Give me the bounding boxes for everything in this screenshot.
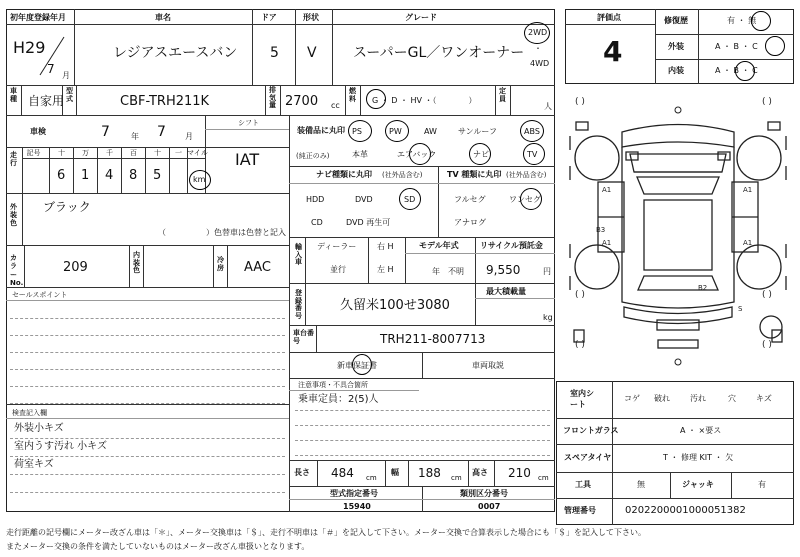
exterior-circle [765, 36, 785, 56]
equipment-item: エアバック [397, 150, 437, 159]
spare-tire-value: T ・ 修理 KIT ・ 欠 [663, 453, 734, 462]
import-left-h: 左 H [377, 265, 394, 274]
svg-text:( ): ( ) [575, 290, 585, 300]
mileage-col-divider [145, 147, 146, 193]
inspector-line-3: 荷室キズ [14, 459, 54, 470]
length-value: 484 [331, 466, 354, 480]
interior-seat-option: 穴 [728, 394, 736, 403]
mileage-col-divider [49, 147, 50, 193]
interior-seat-label: 室内シート [570, 389, 594, 409]
interior-label: 内装 [668, 66, 684, 75]
first-reg-label: 初年度登録年月 [10, 13, 66, 22]
windshield-value: A ・ ×要ス [680, 426, 722, 435]
mileage-col-divider [97, 147, 98, 193]
damage-b3: B3 [596, 226, 606, 234]
notice-text: 乗車定員：2(5)人 [298, 394, 379, 405]
fuel-options: G ・ D ・ HV ・（ ） [372, 96, 477, 105]
inspection-year-unit: 年 [131, 132, 139, 141]
damage-a1-right: A1 [743, 186, 753, 194]
import-right-h: 右 H [377, 242, 394, 251]
tv-oneseg-circle [520, 188, 542, 210]
class-no-label: 類別区分番号 [460, 489, 508, 498]
model-name-label: 車名 [155, 13, 171, 22]
interior-seat-option: 破れ [654, 394, 670, 403]
interior-color-label: 内装色 [133, 251, 140, 275]
footnote-line-2: またメーター交換の条件を満たしていないものはメーター改ざん車扱いとなります。 [6, 542, 310, 551]
svg-text:( ): ( ) [762, 340, 772, 350]
nav-item: HDD [306, 195, 325, 204]
length-label: 長さ [294, 468, 310, 477]
mileage-header-cell: 十 [154, 149, 161, 157]
color-note: （ ）色替車は色替と記入 [158, 228, 286, 237]
notice-line [295, 410, 550, 411]
aircon-value: AAC [244, 260, 271, 275]
spare-tire-label: スペアタイヤ [564, 453, 612, 462]
equipment-item: PW [389, 127, 402, 136]
max-load-unit: kg [543, 313, 553, 322]
svg-text:( ): ( ) [575, 340, 585, 350]
tools-value: 無 [637, 480, 645, 489]
inspection-month: 7 [157, 124, 166, 140]
equipment-circle [409, 143, 431, 165]
chassis-value: TRH211-8007713 [380, 332, 486, 346]
type-no-label: 型式指定番号 [330, 489, 378, 498]
aircon-label: 冷房 [217, 256, 224, 272]
equipment-circle [469, 143, 491, 165]
fuel-g-circle [366, 89, 386, 109]
equipment-circle [348, 120, 372, 142]
model-year-label: モデル年式 [419, 241, 459, 250]
mileage-header-cell: 記号 [26, 149, 41, 157]
mileage-col-divider [169, 147, 170, 193]
mileage-digit: 5 [153, 168, 162, 183]
warranty-label: 新車保証書 [337, 361, 377, 370]
tv-item: アナログ [454, 218, 486, 227]
displacement-value: 2700 [285, 94, 319, 109]
exterior-options: A ・ B ・ C [715, 42, 758, 51]
shift-value: IAT [235, 150, 260, 169]
mileage-label: 走行 [10, 151, 17, 167]
mileage-unit-circle [189, 170, 211, 190]
recycle-label: リサイクル預託金 [480, 241, 543, 250]
sales-point-line [10, 352, 285, 353]
displacement-unit: cc [331, 101, 340, 110]
notice-line [295, 440, 550, 441]
equipment-circle [523, 143, 545, 165]
inspector-line-2: 室内うす汚れ 小キズ [14, 441, 107, 452]
color-no-value: 209 [63, 260, 88, 275]
sales-point-label: セールスポイント [12, 291, 68, 299]
height-value: 210 [508, 466, 531, 480]
mileage-header-cell: 一 [175, 149, 182, 157]
equipment-item: ABS [524, 127, 540, 136]
mileage-digit: 1 [81, 168, 90, 183]
capacity-unit: 人 [544, 102, 552, 111]
mileage-unit: km [193, 175, 206, 184]
length-unit: cm [366, 474, 377, 482]
svg-text:( ): ( ) [575, 97, 585, 107]
usage-value: 自家用 [28, 94, 65, 108]
width-label: 幅 [391, 468, 399, 477]
mileage-header-cell: 百 [130, 149, 137, 157]
sales-point-line [10, 318, 285, 319]
interior-options: A ・ B ・ C [715, 66, 758, 75]
nav-item: DVD [355, 195, 373, 204]
tv-item: フルセグ [454, 195, 486, 204]
inspection-label: 車検 [30, 127, 46, 136]
svg-text:( ): ( ) [762, 290, 772, 300]
interior-seat-option: 汚れ [690, 394, 706, 403]
mileage-digit: 4 [105, 168, 114, 183]
tv-item: ワンセグ [509, 195, 541, 204]
damage-s: S [738, 305, 743, 313]
equipment-label: 装備品に丸印 [297, 126, 345, 135]
equipment-item: ナビ [473, 150, 489, 159]
drive-2wd: 2WD [528, 28, 548, 37]
windshield-label: フロントガラス [563, 426, 619, 435]
door-count: 5 [270, 45, 279, 61]
first-reg-month-unit: 月 [62, 71, 70, 80]
import-label: 輸入車 [295, 243, 302, 267]
tv-note: (社外品含む) [506, 171, 547, 179]
fuel-label: 燃料 [349, 87, 356, 103]
recycle-unit: 円 [543, 267, 551, 276]
color-value: ブラック [43, 200, 91, 214]
equipment-item: TV [527, 150, 538, 159]
body-shape: V [307, 45, 317, 61]
grade-label: グレード [405, 13, 437, 22]
interior-circle [735, 61, 755, 81]
color-no-label: カラーNo. [10, 254, 24, 288]
inspection-year: 7 [101, 124, 110, 140]
mileage-digit: 8 [129, 168, 138, 183]
max-load-label: 最大積載量 [486, 287, 526, 296]
repair-label: 修復歴 [664, 16, 688, 25]
nav-item: SD [404, 195, 416, 204]
notice-label: 注意事項・不具合箇所 [298, 381, 368, 389]
equipment-sublabel: (純正のみ) [296, 152, 330, 160]
sales-point-line [10, 386, 285, 387]
shift-label: シフト [238, 119, 259, 127]
height-unit: cm [538, 474, 549, 482]
shape-label: 形状 [303, 13, 319, 22]
width-value: 188 [418, 466, 441, 480]
equipment-item: サンルーフ [458, 127, 497, 136]
mileage-header-cell: 千 [106, 149, 113, 157]
class-no-value: 0007 [478, 502, 501, 511]
nav-sd-circle [399, 188, 421, 210]
sales-point-line [10, 335, 285, 336]
type-no-value: 15940 [343, 502, 371, 511]
footnote-line-1: 走行距離の記号欄にメーター改ざん車は「＊」、メーター交換車は「＄」、走行不明車は「＃」を記入して下さい。メーター交換で合算表示した場合にも「＄」を記入して下さい。 [6, 528, 646, 537]
score-label: 評価点 [597, 13, 621, 22]
repair-options: 有 ・ 無 [727, 16, 757, 25]
import-dealer: ディーラー [317, 242, 357, 251]
registration-value: 久留米100せ3080 [340, 298, 450, 313]
mileage-digit: 6 [57, 168, 66, 183]
mileage-col-divider [121, 147, 122, 193]
vehicle-name: レジアスエースバン [113, 45, 238, 61]
recycle-value: 9,550 [486, 263, 521, 277]
inspector-line-1: 外装小キズ [14, 423, 64, 434]
inspection-month-unit: 月 [185, 132, 193, 141]
first-reg-month: 7 [47, 62, 55, 76]
svg-text:( ): ( ) [762, 97, 772, 107]
damage-b2: B2 [698, 284, 708, 292]
usage-label: 車種 [10, 87, 17, 103]
capacity-label: 定員 [499, 87, 506, 103]
equipment-circle [520, 120, 544, 142]
inspector-label: 検査記入欄 [12, 409, 47, 417]
notice-line [295, 425, 550, 426]
model-value: CBF-TRH211K [120, 94, 210, 109]
nav-item: CD [311, 218, 323, 227]
equipment-item: PS [352, 127, 362, 136]
damage-a1-right-2: A1 [743, 239, 753, 247]
equipment-item: AW [424, 127, 437, 136]
drive-4wd: 4WD [530, 59, 550, 68]
damage-a1-left: A1 [602, 186, 612, 194]
score-value: 4 [603, 35, 623, 68]
sales-point-line [10, 369, 285, 370]
door-label: ドア [261, 13, 277, 22]
nav-item: DVD 再生可 [346, 218, 391, 227]
width-unit: cm [451, 474, 462, 482]
jack-value: 有 [758, 480, 766, 489]
mileage-header-cell: 十 [58, 149, 65, 157]
management-label: 管理番号 [564, 506, 596, 515]
equipment-item: 本革 [352, 150, 368, 159]
grade-value: スーパーGL／ワンオーナー [353, 45, 525, 61]
equipment-circle [385, 120, 409, 142]
nav-note: (社外品含む) [382, 171, 423, 179]
registration-label: 登録番号 [295, 289, 302, 321]
chassis-label: 車台番号 [293, 329, 314, 346]
color-label: 外装色 [10, 203, 17, 228]
handbook-label: 車両取説 [472, 361, 504, 370]
jack-label: ジャッキ [682, 480, 714, 489]
exterior-label: 外装 [668, 42, 684, 51]
interior-seat-option: コゲ [624, 394, 640, 403]
repair-circle [751, 11, 771, 31]
drive-dot: ・ [534, 44, 542, 53]
damage-a1-left-2: A1 [602, 239, 612, 247]
car-damage-diagram [562, 92, 794, 382]
tv-label: TV 種類に丸印 [447, 170, 502, 179]
first-reg-year: H29 [13, 38, 46, 57]
nav-label: ナビ種類に丸印 [316, 170, 372, 179]
height-label: 高さ [472, 468, 488, 477]
notice-line [295, 455, 550, 456]
mileage-header-cell: 万 [82, 149, 89, 157]
interior-seat-option: キズ [756, 394, 772, 403]
mileage-header-cell: マイル [187, 149, 208, 157]
import-parallel: 並行 [330, 265, 346, 274]
model-label: 型式 [66, 87, 73, 103]
mileage-col-divider [73, 147, 74, 193]
warranty-circle [352, 354, 372, 375]
displacement-label: 排気量 [269, 86, 276, 110]
model-year-value: 年 不明 [432, 267, 464, 276]
tools-label: 工具 [575, 480, 591, 489]
management-value: 0202200001000051382 [625, 505, 746, 516]
